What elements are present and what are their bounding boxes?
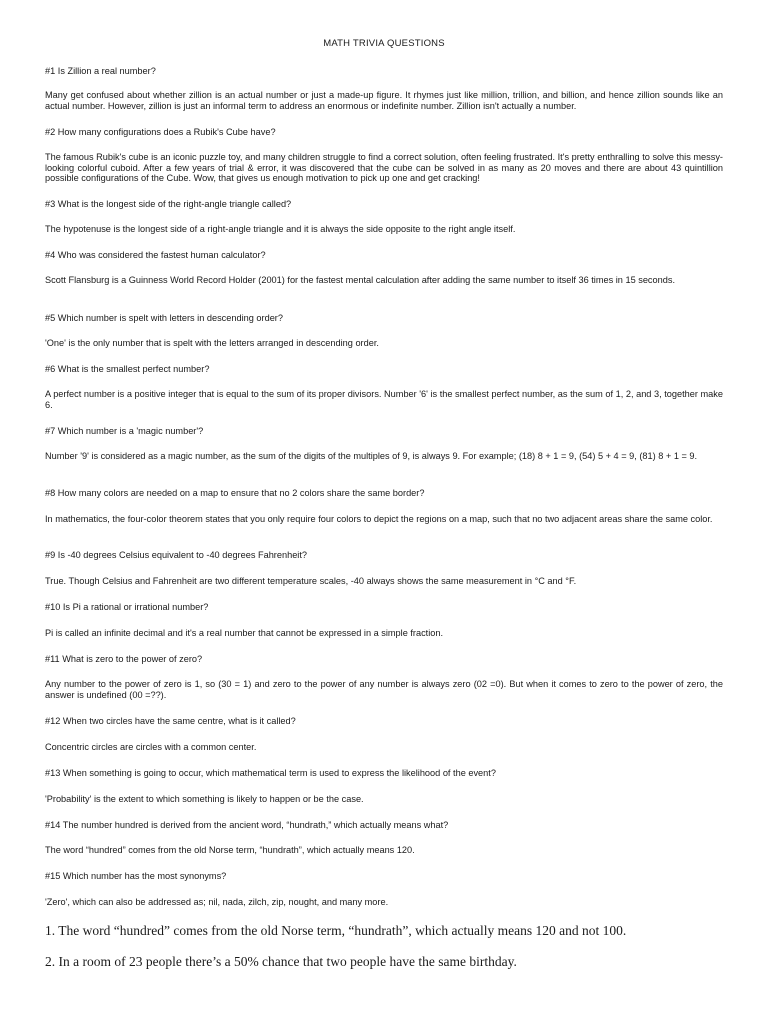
answer-2: The famous Rubik's cube is an iconic puzzle toy, and many children struggle to find a correct solution, often feeling frustrated. It's pretty enthralling to solve this messy-looking colorful cuboid. After a few years of trial & error, it was discovered that the cube can be solved in as many as 20 moves and there are about 43 quintillion possible configurations of the Cube. Wow, that gives us enough motivation to pick up one and get cracking!	[45, 152, 723, 183]
answer-13: 'Probability' is the extent to which something is likely to happen or be the case.	[45, 794, 364, 804]
footer-list-item-1: 1. The word “hundred” comes from the old Norse term, “hundrath”, which actually means 120 and not 100.	[45, 923, 627, 938]
answer-14: The word “hundred” comes from the old Norse term, “hundrath”, which actually means 120.	[45, 845, 415, 855]
answer-10: Pi is called an infinite decimal and it's a real number that cannot be expressed in a simple fraction.	[45, 628, 444, 638]
question-10: #10 Is Pi a rational or irrational number?	[45, 602, 209, 612]
question-12: #12 When two circles have the same centre, what is it called?	[45, 716, 296, 726]
question-5: #5 Which number is spelt with letters in descending order?	[45, 313, 283, 323]
answer-6: A perfect number is a positive integer that is equal to the sum of its proper divisors. Number '6' is the smallest perfect number, as the sum of 1, 2, and 3, together make 6.	[45, 389, 723, 410]
question-3: #3 What is the longest side of the right-angle triangle called?	[45, 199, 292, 209]
question-6: #6 What is the smallest perfect number?	[45, 364, 210, 374]
answer-11: Any number to the power of zero is 1, so (30 = 1) and zero to the power of any number is always zero (02 =0). But when it comes to zero to the power of zero, the answer is undefined (00 =??).	[45, 679, 723, 700]
document-title: MATH TRIVIA QUESTIONS	[323, 38, 445, 49]
answer-3: The hypotenuse is the longest side of a right-angle triangle and it is always the side opposite to the right angle itself.	[45, 224, 516, 234]
answer-8: In mathematics, the four-color theorem states that you only require four colors to depict the regions on a map, such that no two adjacent areas share the same color.	[45, 514, 713, 524]
answer-15: 'Zero', which can also be addressed as; nil, nada, zilch, zip, nought, and many more.	[45, 897, 389, 907]
answer-12: Concentric circles are circles with a common center.	[45, 742, 257, 752]
question-14: #14 The number hundred is derived from the ancient word, “hundrath,” which actually means what?	[45, 820, 449, 830]
question-11: #11 What is zero to the power of zero?	[45, 654, 203, 664]
answer-4: Scott Flansburg is a Guinness World Record Holder (2001) for the fastest mental calculation after adding the same number to itself 36 times in 15 seconds.	[45, 275, 676, 285]
question-4: #4 Who was considered the fastest human calculator?	[45, 250, 266, 260]
question-13: #13 When something is going to occur, which mathematical term is used to express the likelihood of the event?	[45, 768, 496, 778]
footer-list-item-2: 2. In a room of 23 people there’s a 50% chance that two people have the same birthday.	[45, 954, 517, 969]
answer-7: Number '9' is considered as a magic number, as the sum of the digits of the multiples of 9, is always 9. For example; (18) 8 + 1 = 9, (54) 5 + 4 = 9, (81) 8 + 1 = 9.	[45, 451, 698, 461]
question-2: #2 How many configurations does a Rubik's Cube have?	[45, 127, 276, 137]
question-9: #9 Is -40 degrees Celsius equivalent to -40 degrees Fahrenheit?	[45, 550, 308, 560]
question-1: #1 Is Zillion a real number?	[45, 66, 156, 76]
answer-5: 'One' is the only number that is spelt with the letters arranged in descending order.	[45, 338, 379, 348]
question-7: #7 Which number is a 'magic number'?	[45, 426, 204, 436]
answer-1: Many get confused about whether zillion is an actual number or just a made-up figure. It rhymes just like million, trillion, and billion, and hence zillion sounds like an actual number. However, zillion is just an informal term to address an enormous or indefinite number. Zillion isn't actually a number.	[45, 90, 723, 111]
question-8: #8 How many colors are needed on a map to ensure that no 2 colors share the same border?	[45, 488, 425, 498]
answer-9: True. Though Celsius and Fahrenheit are two different temperature scales, -40 always shows the same measurement in °C and °F.	[45, 576, 577, 586]
question-15: #15 Which number has the most synonyms?	[45, 871, 227, 881]
